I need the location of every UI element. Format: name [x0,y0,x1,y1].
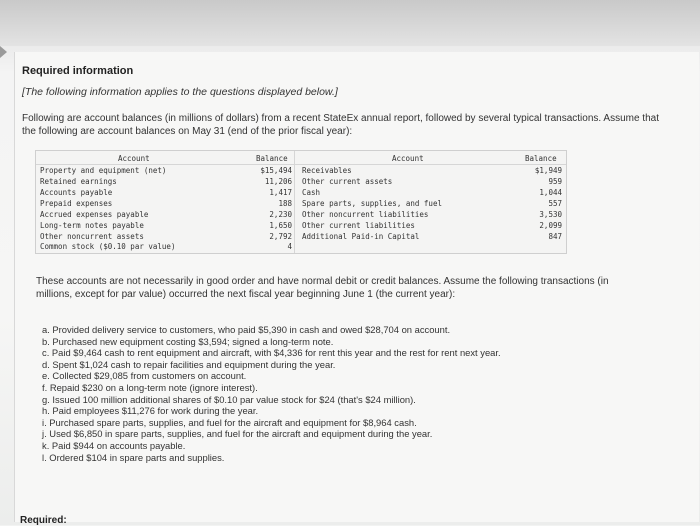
right-balance: 2,099 [539,221,562,230]
header-balance-right: Balance [525,154,557,163]
transaction-list [42,324,642,463]
left-balance: 11,206 [264,177,292,186]
required-heading: Required: [20,515,67,526]
right-account: Receivables [302,166,352,175]
list-item: l. Ordered $104 in spare parts and supplies. [42,451,225,463]
list-item: a. Provided delivery service to customers, who paid $5,390 in cash and owed $28,704 on account. [42,324,451,335]
left-account: Common stock ($0.10 par value) [40,242,176,251]
right-balance: 847 [548,232,562,241]
left-account: Prepaid expenses [40,199,113,208]
list-item: d. Spent $1,024 cash to repair facilities and equipment during the year. [42,358,336,370]
list-item: i. Purchased spare parts, supplies, and fuel for the aircraft and equipment for $8,964 cash. [42,416,417,428]
list-item: c. Paid $9,464 cash to rent equipment and aircraft, with $4,336 for rent this year and the rest for rent next year. [42,347,501,359]
list-item: k. Paid $944 on accounts payable. [42,439,186,451]
right-account: Other current liabilities [302,221,415,230]
right-account: Cash [302,188,321,197]
header-balance-left: Balance [256,154,288,163]
collapse-arrow-icon[interactable] [0,46,7,58]
header-account-right: Account [392,154,424,163]
info-note: [The following information applies to the questions displayed below.] [22,86,338,98]
left-balance: $15,494 [260,166,292,175]
intro-text: Following are account balances (in millions of dollars) from a recent StateEx annual report, followed by several typical transactions. Assume that the following are account balances on May 31 (end of the prior fiscal year): [22,113,659,137]
left-balance: 188 [278,199,292,208]
list-item: g. Issued 100 million additional shares of $0.10 par value stock for $24 (that's $24 million). [42,393,416,405]
left-balance: 2,792 [269,232,292,241]
right-balance: 557 [548,199,562,208]
right-account: Additional Paid-in Capital [302,232,420,241]
left-balance: 1,417 [269,188,292,197]
left-account: Property and equipment (net) [40,166,167,175]
left-account: Retained earnings [40,177,117,186]
list-item: b. Purchased new equipment costing $3,594; signed a long-term note. [42,335,334,347]
right-balance: 959 [548,177,562,186]
left-account: Long-term notes payable [40,221,144,230]
list-item: e. Collected $29,085 from customers on account. [42,370,247,382]
list-item: h. Paid employees $11,276 for work during the year. [42,405,259,417]
left-balance: 2,230 [269,210,292,219]
header-divider [36,164,566,165]
top-bar [0,0,700,46]
account-balances-table [35,150,567,254]
table-divider [294,151,295,253]
list-item: f. Repaid $230 on a long-term note (ignore interest). [42,381,258,393]
left-account: Accrued expenses payable [40,210,149,219]
left-account: Other noncurrent assets [40,232,144,241]
assumption-text: These accounts are not necessarily in good order and have normal debit or credit balances. Assume the following transactions (in millions, except for par value) occurred the next fiscal year beginning June 1 (the current year): [36,276,609,300]
left-account: Accounts payable [40,188,113,197]
right-balance: $1,949 [534,166,562,175]
list-item: j. Used $6,850 in spare parts, supplies, and fuel for the aircraft and equipment during the year. [42,428,433,440]
right-account: Other noncurrent liabilities [302,210,429,219]
right-account: Other current assets [302,177,393,186]
right-balance: 3,530 [539,210,562,219]
left-balance: 4 [287,242,292,251]
header-account-left: Account [118,154,150,163]
right-account: Spare parts, supplies, and fuel [302,199,442,208]
left-balance: 1,650 [269,221,292,230]
right-balance: 1,044 [539,188,562,197]
section-title: Required information [22,65,134,77]
